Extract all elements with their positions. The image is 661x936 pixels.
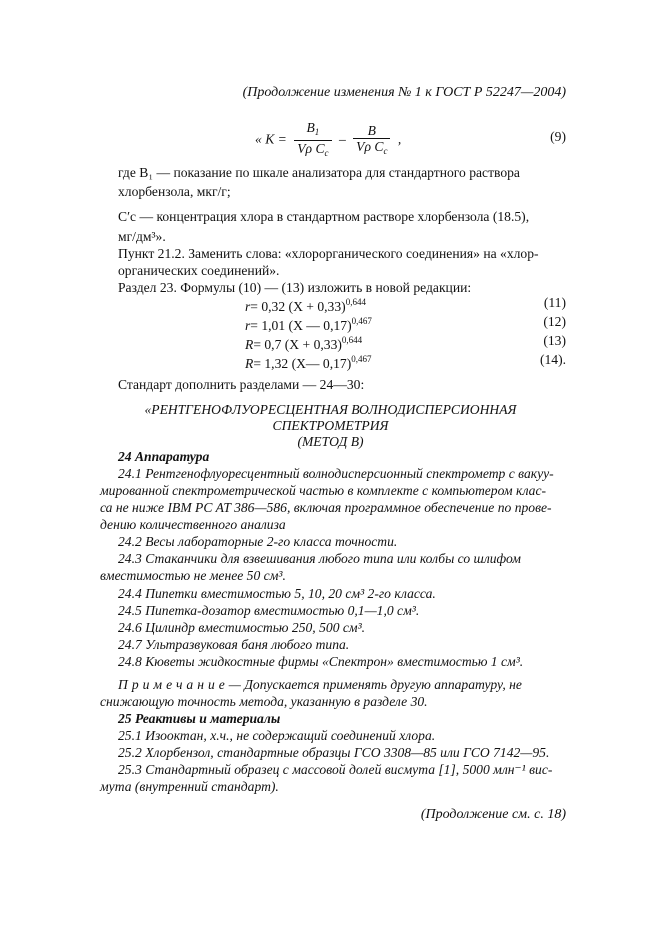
formula-14-exp: 0,467 [351,354,372,364]
p243-line-2: вместимостью не менее 50 см³. [100,568,286,583]
formula-12-body: = 1,01 (X — 0,17) [250,318,352,333]
p21-line-1: Пункт 21.2. Заменить слова: «хлорорганического соединения» на «хлор- [118,246,539,261]
where-line-2: хлорбензола, мкг/г; [118,184,231,199]
continuation-footer: (Продолжение см. с. 18) [420,807,566,822]
p251: 25.1 Изооктан, х.ч., не содержащий соединений хлора. [118,728,436,743]
formula-9-suffix: , [397,131,402,147]
where-line-1: где B₁ — показание по шкале анализатора для стандартного раствора [118,165,520,180]
supplement-line: Стандарт дополнить разделами — 24—30: [118,377,365,392]
formula-9-num1: B [306,120,315,135]
formula-12-number: (12) [543,314,566,329]
note-line-2: снижающую точность метода, указанную в разделе 30. [100,694,428,709]
p245: 24.5 Пипетка-дозатор вместимостью 0,1—1,0 см³. [118,603,420,618]
section-23-line: Раздел 23. Формулы (10) — (13) изложить в новой редакции: [118,280,472,295]
section-title-line-3: (МЕТОД В) [297,434,364,449]
formula-13-lhs: R [245,337,254,352]
p253-line-2: мута (внутренний стандарт). [100,779,279,794]
p246: 24.6 Цилиндр вместимостью 250, 500 см³. [118,620,366,635]
cc-line-1: C′c — концентрация хлора в стандартном растворе хлорбензола (18.5), [118,209,530,224]
p241-line-2: мированной спектрометрической частью в комплекте с компьютером клас- [100,483,547,498]
formula-11-number: (11) [543,295,566,310]
formula-9-den2-sub: c [383,145,388,156]
formula-14-body: = 1,32 (X— 0,17) [253,356,352,371]
continuation-header: (Продолжение изменения № 1 к ГОСТ Р 52247—2004) [242,85,566,100]
formula-11-exp: 0,644 [345,297,366,307]
formula-9-den2: Vρ C [356,138,384,154]
formula-9-den1-sub: c [324,148,329,158]
formula-9-num2: B [353,123,390,139]
formula-11 [245,294,366,315]
formula-9-minus: – [338,131,346,147]
section-25-heading: 25 Реактивы и материалы [118,711,281,726]
p21-line-2: органических соединений». [118,263,280,278]
formula-11-body: = 0,32 (X + 0,33) [250,299,346,314]
formula-14-lhs: R [245,356,254,371]
p242: 24.2 Весы лабораторные 2-го класса точности. [118,534,398,549]
formula-9-num1-sub: 1 [314,127,320,137]
p241-line-3: са не ниже IBM PC AT 386—586, включая программное обеспечение по прове- [100,500,552,515]
formula-12-lhs: r [245,318,251,333]
formula-9-prefix: « K = [255,131,287,147]
formula-13-exp: 0,644 [341,335,363,345]
p241-line-1: 24.1 Рентгенофлуоресцентный волнодисперсионный спектрометр с вакуу- [118,466,554,481]
formula-9-den1: Vρ C [297,141,325,156]
formula-11-lhs: r [245,299,251,314]
formula-12-exp: 0,467 [351,316,372,326]
p253-line-1: 25.3 Стандартный образец с массовой долей висмута [1], 5000 млн⁻¹ вис- [118,762,553,777]
p248: 24.8 Кюветы жидкостные фирмы «Спектрон» вместимостью 1 см³. [118,654,524,669]
p252: 25.2 Хлорбензол, стандартные образцы ГСО 3308—85 или ГСО 7142—95. [118,745,550,760]
section-24-heading: 24 Аппаратура [118,449,210,464]
formula-14 [245,351,371,372]
formula-9-fraction-1 [294,120,331,161]
note-line-1 [118,676,522,693]
section-title-line-1: «РЕНТГЕНОФЛУОРЕСЦЕНТНАЯ ВОЛНОДИСПЕРСИОННАЯ [144,402,517,417]
p244: 24.4 Пипетки вместимостью 5, 10, 20 см³ 2-го класса. [118,586,436,601]
formula-12 [245,313,372,334]
cc-line-2: мг/дм³». [118,229,166,244]
formula-13-body: = 0,7 (X + 0,33) [253,337,342,352]
note-label: Примечание [118,677,229,692]
note-text-1: — Допускается применять другую аппаратуру, не [228,677,522,692]
section-title-line-2: СПЕКТРОМЕТРИЯ [272,418,389,433]
formula-13 [245,332,362,353]
formula-14-number: (14). [539,352,566,367]
p243-line-1: 24.3 Стаканчики для взвешивания любого типа или колбы со шлифом [118,551,521,566]
p247: 24.7 Ультразвуковая баня любого типа. [118,637,350,652]
p241-line-4: дению количественного анализа [100,517,286,532]
formula-13-number: (13) [543,333,566,348]
formula-9-number: (9) [550,129,566,144]
formula-9 [255,120,401,160]
formula-9-fraction-2 [353,123,390,159]
